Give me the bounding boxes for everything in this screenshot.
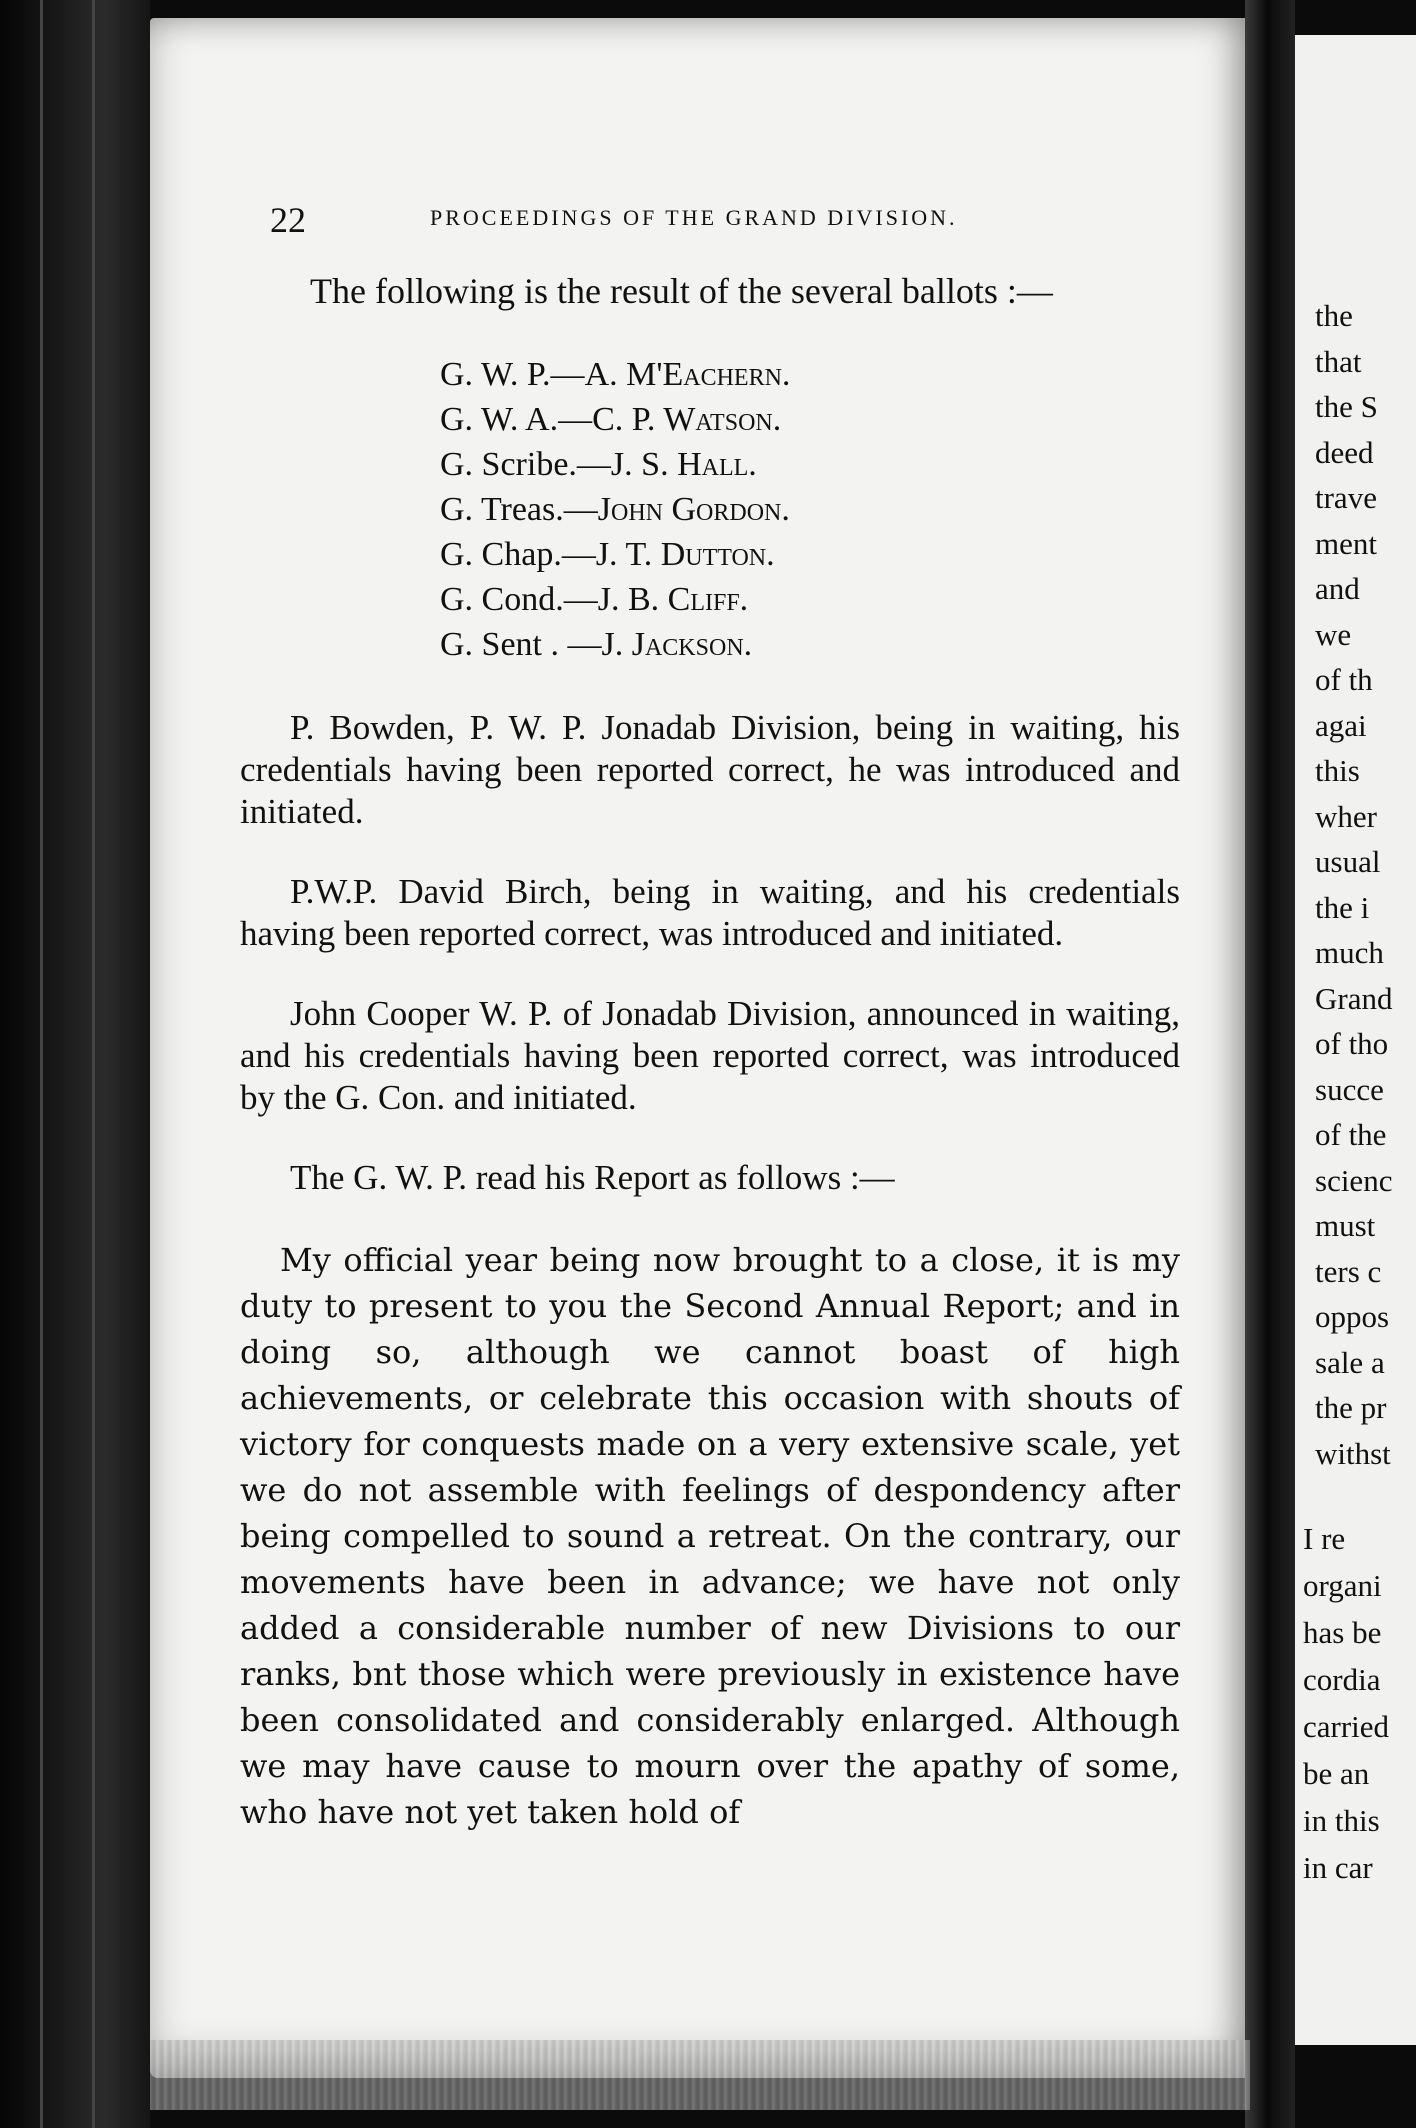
ballot-results [440, 352, 1180, 667]
right-page-fragment: trave [1315, 480, 1377, 515]
right-page-fragment: wher [1315, 798, 1377, 834]
right-page [1295, 35, 1416, 2045]
right-page-fragment: succe [1315, 1071, 1384, 1107]
right-page-text-top [1315, 293, 1392, 1476]
right-page-fragment: sale a [1315, 1344, 1385, 1380]
right-page-fragment: much [1315, 935, 1384, 970]
right-page-fragment: usual [1315, 844, 1381, 879]
right-page-fragment: cordia [1303, 1662, 1381, 1697]
right-page-text-bottom [1303, 1515, 1389, 1891]
right-page-fragment: agai [1315, 707, 1367, 743]
page-edge-shadow [150, 2040, 1250, 2110]
right-page-fragment: be an [1303, 1756, 1370, 1791]
right-page-fragment: organi [1303, 1568, 1382, 1603]
running-head: PROCEEDINGS OF THE GRAND DIVISION. [430, 205, 958, 230]
paragraph-cooper: John Cooper W. P. of Jonadab Division, announced in waiting, and his credentials having been reported correct, was introduced by the G. Con. and initiated. [240, 994, 1180, 1117]
right-page-fragment: in this [1303, 1803, 1380, 1838]
right-page-fragment: ment [1315, 525, 1377, 561]
paragraph-report-intro: The G. W. P. read his Report as follows :— [290, 1158, 895, 1197]
ballot-entry: G. W. P.—A. M'Eachern. [440, 356, 791, 393]
spine-edge-line [40, 0, 43, 2128]
right-page-fragment: and [1315, 571, 1360, 606]
right-page-fragment: oppos [1315, 1299, 1390, 1334]
right-page-fragment: the pr [1315, 1390, 1387, 1425]
right-page-fragment: that [1315, 343, 1362, 379]
ballot-entry: G. Cond.—J. B. Cliff. [440, 581, 749, 618]
page-body [240, 270, 1180, 1835]
right-page-fragment: ters c [1315, 1253, 1382, 1289]
right-page-fragment: scienc [1315, 1162, 1393, 1198]
right-page-fragment: Grand [1315, 980, 1393, 1016]
right-page-fragment: we [1315, 616, 1352, 652]
ballot-entry: G. W. A.—C. P. Watson. [440, 401, 782, 438]
page-number: 22 [270, 200, 306, 240]
ballot-entry: G. Scribe.—J. S. Hall. [440, 446, 757, 483]
book-spine [0, 0, 150, 2128]
right-page-fragment: I re [1303, 1521, 1346, 1556]
paragraph-birch: P.W.P. David Birch, being in waiting, and his credentials having been reported correct, was introduced and initiated. [240, 872, 1180, 953]
ballot-entry: G. Sent . —J. Jackson. [440, 626, 753, 663]
book-gutter [1245, 0, 1295, 2128]
right-page-fragment: the [1315, 298, 1353, 333]
right-page-fragment: in car [1303, 1850, 1373, 1885]
right-page-fragment: the S [1315, 389, 1378, 424]
report-text: My official year being now brought to a close, it is my duty to present to you the Second Annual Report; and in doing so, although we cannot boast of high achievements, or celebrate this occasion with shouts of victory for conquests made on a very extensive scale, yet we do not assemble with feelings of despondency after being compelled to sound a retreat. On the contrary, our movements have been in advance; we have not only added a considerable number of new Divisions to our ranks, bnt those which were previously in existence have been consolidated and considerably enlarged. Although we may have cause to mourn over the apathy of some, who have not yet taken hold of [240, 1241, 1180, 1831]
right-page-fragment: this [1315, 753, 1360, 788]
right-page-fragment: must [1315, 1208, 1376, 1243]
right-page-fragment: of th [1315, 662, 1373, 697]
ballot-entry: G. Treas.—John Gordon. [440, 491, 790, 528]
right-page-fragment: carried [1303, 1709, 1390, 1744]
paragraph-bowden: P. Bowden, P. W. P. Jonadab Division, being in waiting, his credentials having been reported correct, he was introduced and initiated. [240, 708, 1180, 831]
right-page-fragment: of tho [1315, 1026, 1389, 1061]
right-page-fragment: deed [1315, 434, 1374, 470]
right-page-fragment: of the [1315, 1117, 1387, 1152]
ballot-intro: The following is the result of the several ballots :— [310, 271, 1053, 311]
right-page-fragment: the i [1315, 889, 1370, 925]
right-page-fragment: has be [1303, 1615, 1382, 1650]
spine-edge-line [92, 0, 95, 2128]
right-page-fragment: withst [1315, 1435, 1391, 1471]
ballot-entry: G. Chap.—J. T. Dutton. [440, 536, 775, 573]
